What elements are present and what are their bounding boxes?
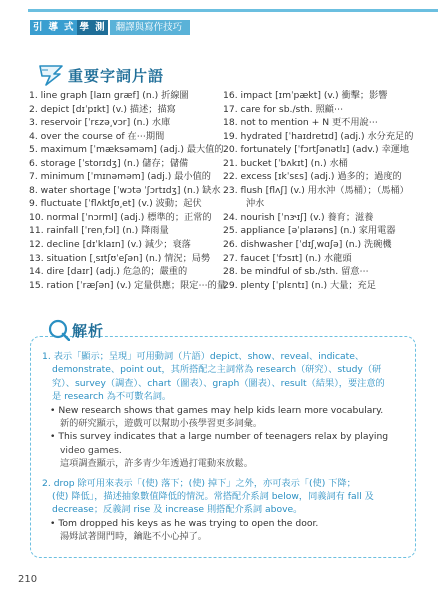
- vocab-item: 1. line graph [laɪn græf] (n.) 折線圖: [29, 90, 189, 101]
- vocab-item: 7. minimum [ˈmɪnəməm] (adj.) 最小值的: [29, 171, 211, 183]
- magnifier-q-icon: [48, 319, 70, 341]
- point-text-line: (使) 降低」，描述抽象數值降低的情況。常搭配介系詞 below，同義詞有 fall 及: [52, 491, 374, 503]
- example-sentence: • This survey indicates that a large number of teenagers relax by playing: [50, 431, 389, 443]
- example-sentence: • New research shows that games may help kids learn more vocabulary.: [50, 404, 384, 416]
- header-rule: [28, 9, 438, 12]
- vocab-item: 10. normal [ˈnɔrml] (adj.) 標準的；正常的: [29, 211, 212, 223]
- example-translation: 這項調查顯示，許多青少年透過打電動來放鬆。: [60, 458, 253, 470]
- vocab-item: 14. dire [daɪr] (adj.) 危急的；嚴重的: [29, 266, 188, 278]
- point-text-line: 表示「顯示；呈現」可用動詞（片語）depict、show、reveal、indicate、: [53, 351, 365, 362]
- point-text-line: 是 research 為不可數名詞。: [52, 391, 172, 403]
- point-number: 2.: [42, 477, 51, 489]
- vocab-item: 19. hydrated [ˈhaɪdretɪd] (adj.) 水分充足的: [223, 130, 414, 142]
- vocab-item: 27. faucet [ˈfɔsɪt] (n.) 水龍頭: [223, 252, 352, 264]
- header-tag-char: 式: [61, 20, 77, 35]
- vocab-item-continuation: 沖水: [246, 198, 265, 210]
- vocab-item: 17. care for sb./sth. 照顧⋯: [223, 103, 344, 115]
- header-tag-char: 導: [46, 20, 62, 35]
- point-text-line: demonstrate、point out，其所搭配之主詞常為 research（研究）、study（研: [52, 364, 382, 376]
- analysis-content: [38, 350, 410, 544]
- vocab-item: 29. plenty [ˈplɛntɪ] (n.) 大量；充足: [223, 279, 376, 291]
- vocab-item: 8. water shortage [ˈwɔtə ˈʃɔrtɪdʒ] (n.) 缺水: [29, 184, 221, 196]
- vocab-section-title: [38, 64, 164, 86]
- vocab-item: 23. flush [flʌʃ] (v.) 用水沖（馬桶）；（馬桶）: [223, 184, 409, 196]
- vocab-item: 12. decline [dɪˈklaɪn] (v.) 減少；衰落: [29, 239, 191, 251]
- vocab-list-right: [223, 89, 423, 292]
- header-tag-char: 學: [77, 20, 93, 35]
- point-text-line: decrease；反義詞 rise 及 increase 則搭配介系詞 above。: [52, 504, 303, 516]
- vocab-item: 21. bucket [ˈbʌkɪt] (n.) 水桶: [223, 157, 348, 169]
- vocab-item: 15. ration [ˈræʃən] (v.) 定量供應；限定⋯的量: [29, 279, 227, 291]
- vocab-item: 2. depict [dɪˈpɪkt] (v.) 描述；描寫: [29, 103, 176, 115]
- header-tag-char: 引: [30, 20, 46, 35]
- example-sentence: • Tom dropped his keys as he was trying to open the door.: [50, 517, 319, 529]
- example-translation: 新的研究顯示，遊戲可以幫助小孩學習更多詞彙。: [60, 418, 263, 430]
- vocab-item: 9. fluctuate [ˈflʌktʃʊ͵et] (v.) 波動；起伏: [29, 198, 202, 210]
- lightning-bolt-icon: [38, 64, 64, 86]
- vocab-item: 22. excess [ɪkˈsɛs] (adj.) 過多的；過度的: [223, 171, 402, 183]
- analysis-point-1: [38, 350, 410, 363]
- point-text-line: 究）、survey（調查）、chart（圖表）、graph（圖表）、result（結果），要注意的: [52, 377, 385, 389]
- vocab-item: 26. dishwasher [ˈdɪʃ͵wɑʃə] (n.) 洗碗機: [223, 239, 392, 251]
- vocab-item: 25. appliance [əˈplaɪəns] (n.) 家用電器: [223, 225, 396, 237]
- vocab-item: 4. over the course of 在⋯期間: [29, 130, 165, 142]
- vocab-item: 6. storage [ˈstorɪdʒ] (n.) 儲存；儲備: [29, 157, 189, 169]
- example-sentence-continuation: video games.: [60, 444, 122, 456]
- analysis-point-2: [38, 477, 410, 490]
- page-header: [0, 0, 438, 34]
- vocab-item: 11. rainfall [ˈren͵fɔl] (n.) 降雨量: [29, 225, 169, 237]
- header-tag-char: 測: [92, 20, 108, 35]
- example-translation: 湯姆試著開門時，鑰匙不小心掉了。: [60, 531, 207, 543]
- vocab-title-text: 重要字詞片語: [68, 66, 165, 85]
- analysis-title-text: 解析: [72, 321, 105, 340]
- header-tag: [30, 20, 190, 35]
- vocab-item: 24. nourish [ˈnɝɪʃ] (v.) 養育；滋養: [223, 211, 374, 223]
- vocab-item: 3. reservoir [ˈrɛzə͵vɔr] (n.) 水庫: [29, 117, 171, 129]
- vocab-item: 20. fortunately [ˈfɔrtʃənətlɪ] (adv.) 幸運地: [223, 144, 410, 156]
- point-text-line: drop 除可用來表示「(使) 落下；(使) 掉下」之外，亦可表示「(使) 下降；: [53, 477, 356, 489]
- vocab-list-left: [29, 89, 227, 292]
- vocab-item: 28. be mindful of sb./sth. 留意⋯: [223, 266, 369, 278]
- page-number: 210: [18, 574, 38, 585]
- vocab-item: 13. situation [͵sɪtʃʊˈeʃən] (n.) 情況；局勢: [29, 252, 211, 264]
- vocab-item: 5. maximum [ˈmæksəməm] (adj.) 最大值的: [29, 144, 224, 156]
- point-number: 1.: [42, 351, 51, 362]
- header-subtitle: 翻譯與寫作技巧: [110, 20, 191, 35]
- vocab-item: 16. impact [ɪmˈpækt] (v.) 衝擊；影響: [223, 90, 388, 101]
- vocab-item: 18. not to mention + N 更不用說⋯: [223, 117, 378, 129]
- analysis-section-title: [48, 318, 104, 342]
